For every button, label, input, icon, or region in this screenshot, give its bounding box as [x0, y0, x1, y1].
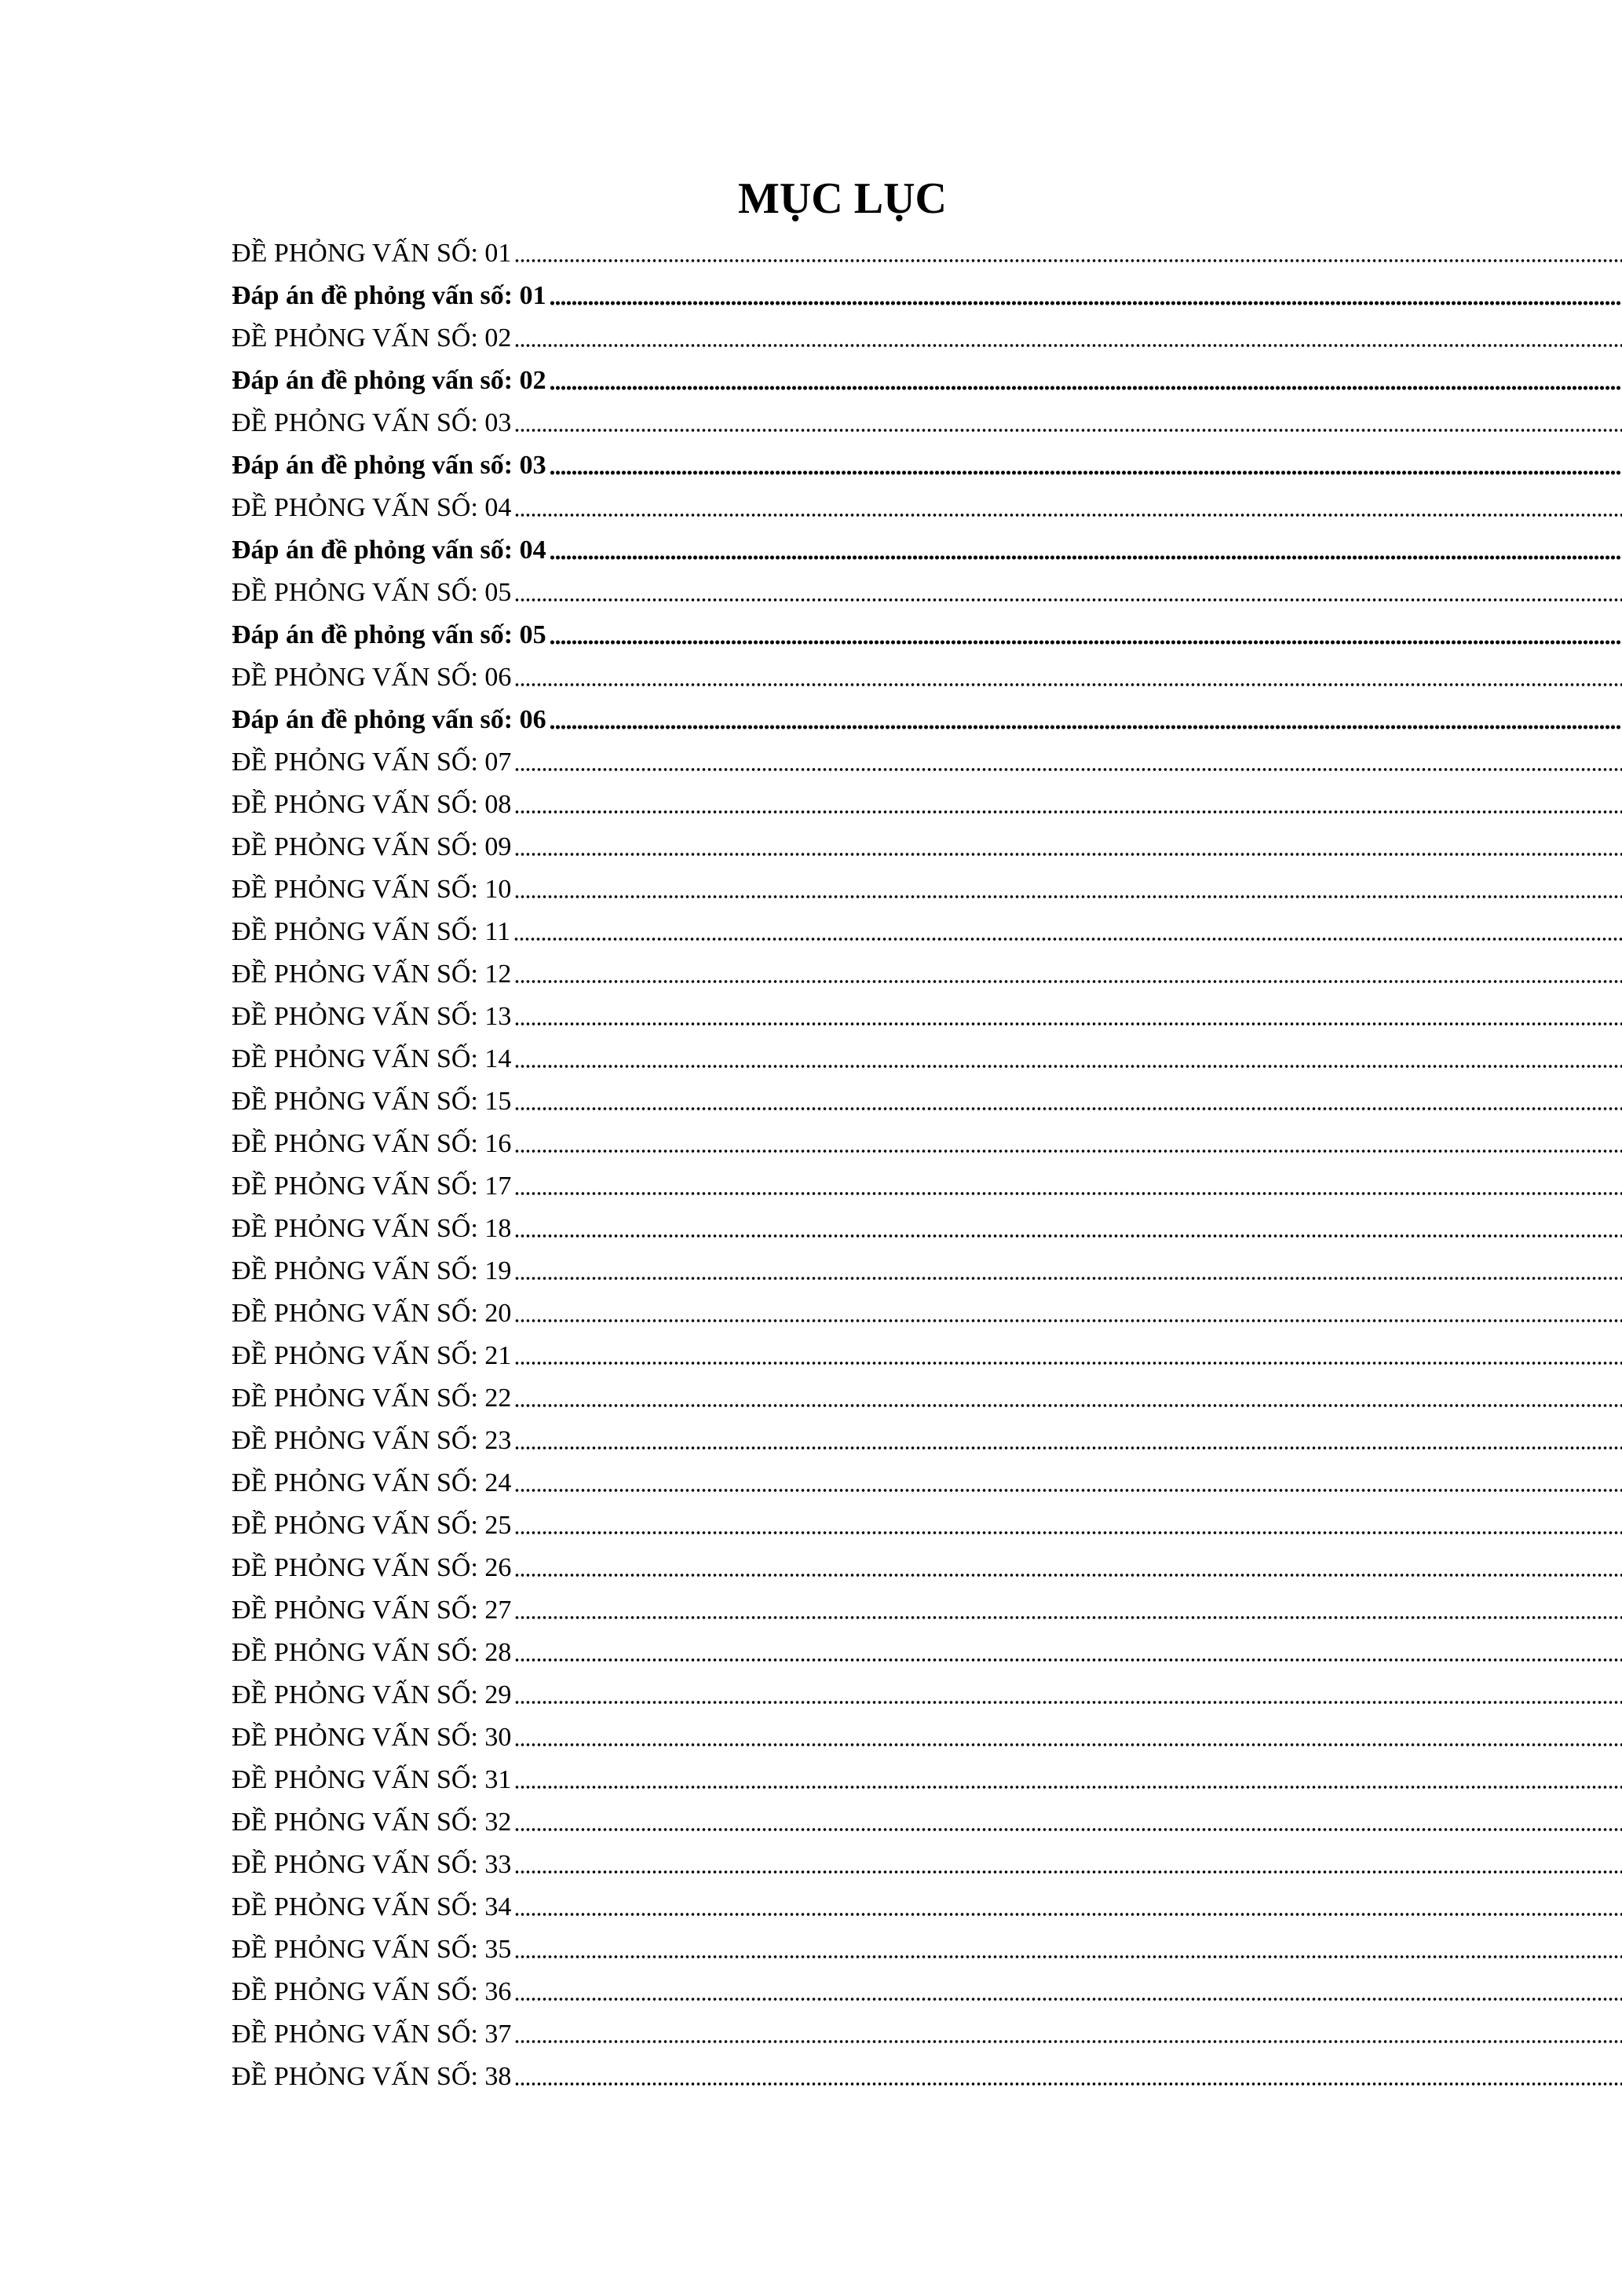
toc-entry-label: ĐỀ PHỎNG VẤN SỐ: 29: [232, 1680, 512, 1709]
table-of-contents: [232, 232, 1622, 2098]
dot-leader: [514, 1826, 1622, 1833]
toc-entry[interactable]: [232, 868, 1622, 911]
toc-entry[interactable]: [232, 1886, 1622, 1929]
dot-leader: [514, 1869, 1622, 1875]
toc-entry[interactable]: [232, 1971, 1622, 2013]
toc-entry-label: ĐỀ PHỎNG VẤN SỐ: 21: [232, 1341, 512, 1370]
dot-leader: [514, 1614, 1622, 1621]
toc-entry[interactable]: [232, 529, 1622, 572]
toc-entry-label: ĐỀ PHỎNG VẤN SỐ: 11: [232, 917, 511, 946]
toc-entry-label: ĐỀ PHỎNG VẤN SỐ: 19: [232, 1256, 512, 1285]
toc-entry-label: ĐỀ PHỎNG VẤN SỐ: 22: [232, 1384, 512, 1413]
toc-entry-label: ĐỀ PHỎNG VẤN SỐ: 25: [232, 1511, 512, 1540]
dot-leader: [550, 385, 1622, 391]
toc-entry[interactable]: [232, 1038, 1622, 1080]
dot-leader: [514, 1784, 1622, 1790]
toc-entry[interactable]: [232, 1208, 1622, 1250]
dot-leader: [514, 597, 1622, 603]
dot-leader: [514, 1402, 1622, 1409]
toc-entry-label: ĐỀ PHỎNG VẤN SỐ: 28: [232, 1638, 512, 1667]
toc-entry-label: Đáp án đề phỏng vấn số: 01: [232, 281, 546, 310]
toc-entry[interactable]: [232, 1547, 1622, 1589]
dot-leader: [514, 809, 1622, 815]
toc-entry[interactable]: [232, 402, 1622, 444]
dot-leader: [514, 1742, 1622, 1748]
dot-leader: [513, 936, 1622, 942]
toc-entry-label: ĐỀ PHỎNG VẤN SỐ: 17: [232, 1172, 512, 1201]
dot-leader: [550, 724, 1622, 730]
dot-leader: [514, 1021, 1622, 1027]
dot-leader: [514, 1699, 1622, 1706]
dot-leader: [514, 258, 1622, 264]
dot-leader: [514, 1530, 1622, 1536]
toc-entry[interactable]: [232, 1377, 1622, 1420]
toc-entry[interactable]: [232, 1929, 1622, 1971]
dot-leader: [514, 1318, 1622, 1324]
toc-entry[interactable]: [232, 1123, 1622, 1165]
toc-entry-label: ĐỀ PHỎNG VẤN SỐ: 35: [232, 1935, 512, 1964]
toc-entry[interactable]: [232, 2013, 1622, 2056]
dot-leader: [514, 1190, 1622, 1197]
toc-entry[interactable]: [232, 614, 1622, 656]
dot-leader: [514, 1954, 1622, 1960]
toc-entry-label: Đáp án đề phỏng vấn số: 02: [232, 366, 546, 395]
toc-entry[interactable]: [232, 360, 1622, 402]
toc-entry[interactable]: [232, 1420, 1622, 1462]
toc-entry[interactable]: [232, 1292, 1622, 1335]
toc-entry-label: ĐỀ PHỎNG VẤN SỐ: 31: [232, 1765, 512, 1794]
toc-entry-label: ĐỀ PHỎNG VẤN SỐ: 16: [232, 1129, 512, 1158]
dot-leader: [514, 1063, 1622, 1069]
dot-leader: [514, 1445, 1622, 1451]
dot-leader: [514, 512, 1622, 518]
toc-entry[interactable]: [232, 1462, 1622, 1504]
toc-entry[interactable]: [232, 1165, 1622, 1208]
dot-leader: [514, 1233, 1622, 1239]
dot-leader: [514, 1572, 1622, 1578]
toc-entry-label: ĐỀ PHỎNG VẤN SỐ: 20: [232, 1299, 512, 1328]
toc-entry[interactable]: [232, 996, 1622, 1038]
toc-entry[interactable]: [232, 487, 1622, 529]
toc-entry[interactable]: [232, 232, 1622, 275]
toc-entry-label: ĐỀ PHỎNG VẤN SỐ: 36: [232, 1977, 512, 2006]
toc-entry[interactable]: [232, 572, 1622, 614]
toc-entry-label: ĐỀ PHỎNG VẤN SỐ: 12: [232, 960, 512, 989]
dot-leader: [514, 894, 1622, 900]
dot-leader: [514, 342, 1622, 349]
dot-leader: [514, 2081, 1622, 2087]
toc-entry-label: ĐỀ PHỎNG VẤN SỐ: 15: [232, 1087, 512, 1116]
toc-entry-label: ĐỀ PHỎNG VẤN SỐ: 24: [232, 1468, 512, 1497]
toc-entry[interactable]: [232, 911, 1622, 953]
toc-entry-label: ĐỀ PHỎNG VẤN SỐ: 05: [232, 578, 512, 607]
toc-entry[interactable]: [232, 826, 1622, 868]
toc-entry-label: ĐỀ PHỎNG VẤN SỐ: 08: [232, 790, 512, 819]
toc-entry[interactable]: [232, 1717, 1622, 1759]
toc-entry[interactable]: [232, 317, 1622, 360]
toc-entry-label: Đáp án đề phỏng vấn số: 06: [232, 705, 546, 734]
toc-entry[interactable]: [232, 1844, 1622, 1886]
dot-leader: [550, 554, 1622, 561]
toc-entry-label: ĐỀ PHỎNG VẤN SỐ: 30: [232, 1723, 512, 1752]
dot-leader: [514, 682, 1622, 688]
toc-entry-label: ĐỀ PHỎNG VẤN SỐ: 23: [232, 1426, 512, 1455]
toc-entry[interactable]: [232, 741, 1622, 784]
toc-entry[interactable]: [232, 656, 1622, 699]
toc-entry[interactable]: [232, 1335, 1622, 1377]
toc-entry-label: ĐỀ PHỎNG VẤN SỐ: 34: [232, 1892, 512, 1921]
toc-entry[interactable]: [232, 1250, 1622, 1292]
toc-entry-label: ĐỀ PHỎNG VẤN SỐ: 14: [232, 1044, 512, 1073]
toc-entry-label: ĐỀ PHỎNG VẤN SỐ: 03: [232, 408, 512, 437]
toc-entry-label: ĐỀ PHỎNG VẤN SỐ: 26: [232, 1553, 512, 1582]
dot-leader: [550, 470, 1622, 476]
toc-entry-label: Đáp án đề phỏng vấn số: 03: [232, 451, 546, 480]
toc-entry[interactable]: [232, 1589, 1622, 1632]
toc-entry-label: Đáp án đề phỏng vấn số: 04: [232, 536, 546, 565]
page-title: MỤC LỤC: [738, 174, 947, 223]
toc-entry-label: ĐỀ PHỎNG VẤN SỐ: 27: [232, 1596, 512, 1625]
dot-leader: [514, 1487, 1622, 1493]
toc-entry-label: ĐỀ PHỎNG VẤN SỐ: 10: [232, 875, 512, 904]
toc-entry[interactable]: [232, 1632, 1622, 1674]
toc-entry-label: ĐỀ PHỎNG VẤN SỐ: 38: [232, 2062, 512, 2091]
toc-entry-label: ĐỀ PHỎNG VẤN SỐ: 07: [232, 748, 512, 777]
toc-entry[interactable]: [232, 953, 1622, 996]
toc-entry[interactable]: [232, 784, 1622, 826]
dot-leader: [514, 851, 1622, 857]
dot-leader: [514, 1148, 1622, 1154]
toc-entry[interactable]: [232, 444, 1622, 487]
toc-entry[interactable]: [232, 1801, 1622, 1844]
toc-entry-label: ĐỀ PHỎNG VẤN SỐ: 02: [232, 324, 512, 353]
toc-entry-label: Đáp án đề phỏng vấn số: 05: [232, 620, 546, 649]
toc-entry[interactable]: [232, 1674, 1622, 1717]
toc-entry[interactable]: [232, 1504, 1622, 1547]
dot-leader: [514, 2038, 1622, 2045]
toc-entry[interactable]: [232, 2056, 1622, 2098]
dot-leader: [514, 978, 1622, 985]
toc-entry-label: ĐỀ PHỎNG VẤN SỐ: 32: [232, 1808, 512, 1837]
toc-entry-label: ĐỀ PHỎNG VẤN SỐ: 04: [232, 493, 512, 522]
dot-leader: [514, 1657, 1622, 1663]
toc-entry[interactable]: [232, 1080, 1622, 1123]
dot-leader: [514, 1360, 1622, 1366]
toc-entry[interactable]: [232, 1759, 1622, 1801]
toc-entry[interactable]: [232, 275, 1622, 317]
toc-entry-label: ĐỀ PHỎNG VẤN SỐ: 37: [232, 2020, 512, 2049]
toc-entry-label: ĐỀ PHỎNG VẤN SỐ: 13: [232, 1002, 512, 1031]
toc-entry-label: ĐỀ PHỎNG VẤN SỐ: 09: [232, 832, 512, 861]
dot-leader: [550, 639, 1622, 645]
toc-entry-label: ĐỀ PHỎNG VẤN SỐ: 33: [232, 1850, 512, 1879]
dot-leader: [514, 1996, 1622, 2002]
dot-leader: [514, 1106, 1622, 1112]
dot-leader: [550, 300, 1622, 306]
toc-entry-label: ĐỀ PHỎNG VẤN SỐ: 01: [232, 239, 512, 268]
toc-entry-label: ĐỀ PHỎNG VẤN SỐ: 06: [232, 663, 512, 692]
toc-entry-label: ĐỀ PHỎNG VẤN SỐ: 18: [232, 1214, 512, 1243]
dot-leader: [514, 1275, 1622, 1281]
dot-leader: [514, 427, 1622, 433]
dot-leader: [514, 766, 1622, 773]
toc-entry[interactable]: [232, 699, 1622, 741]
dot-leader: [514, 1911, 1622, 1918]
